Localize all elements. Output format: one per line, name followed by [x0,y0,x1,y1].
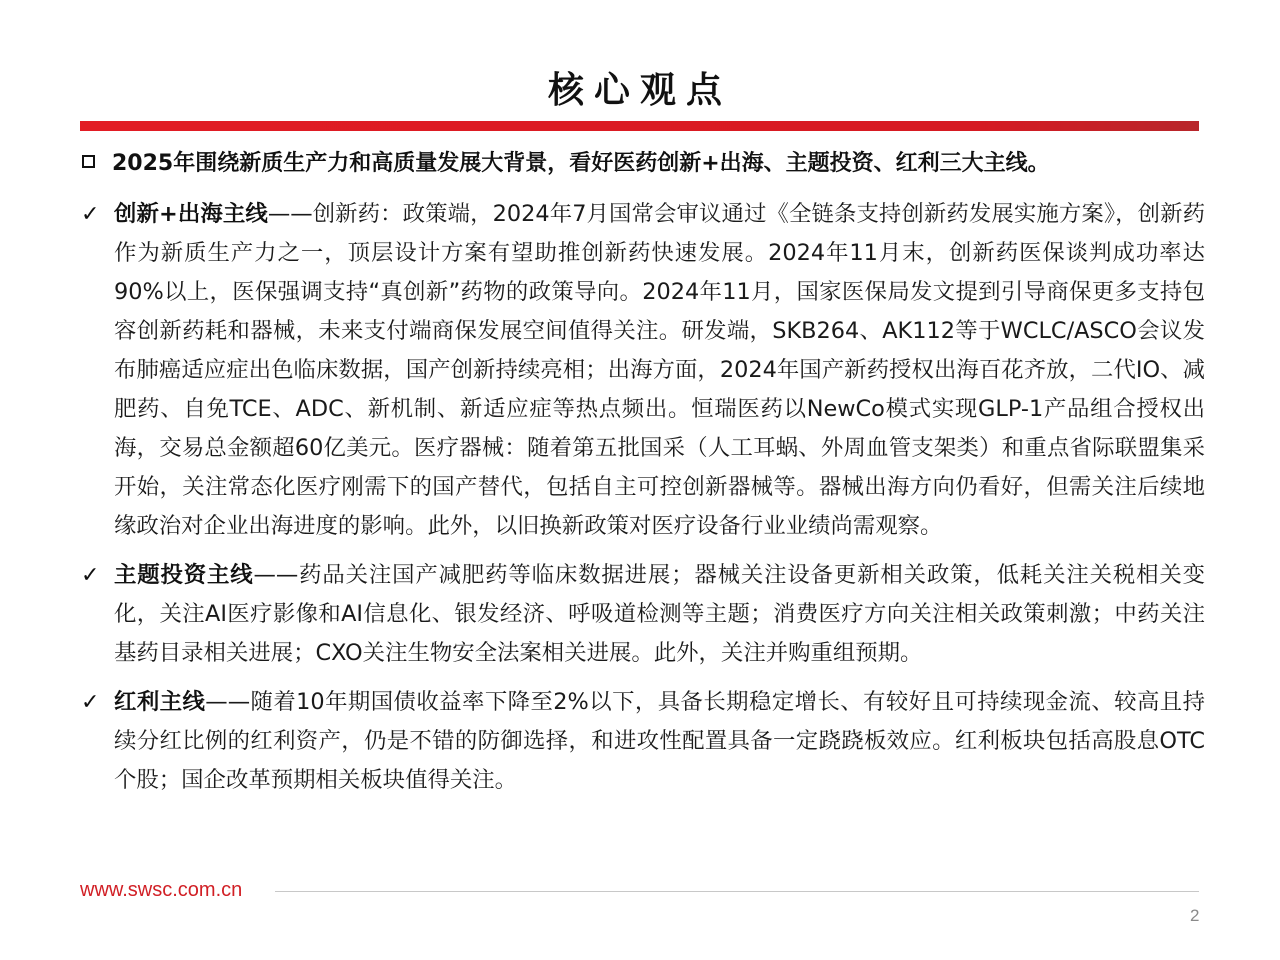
point-body [114,556,1205,673]
headline-text: 2025年围绕新质生产力和高质量发展大背景，看好医药创新+出海、主题投资、红利三大主线。 [112,151,1050,176]
slide-content [80,145,1205,810]
point-dividend [80,683,1205,800]
footer-url-link[interactable]: www.swsc.com.cn [80,879,243,901]
checkmark-icon: ✓ [81,690,100,715]
point-text: ——随着10年期国债收益率下降至2%以下，具备长期稳定增长、有较好且可持续现金流、较高且持续分红比例的红利资产，仍是不错的防御选择，和进攻性配置具备一定跷跷板效应。红利板块包括高股息OTC个股；国企改革预期相关板块值得关注。 [114,689,1206,793]
point-title: 创新+出海主线 [114,201,268,227]
point-innovation [80,195,1205,546]
headline-row [80,145,1205,183]
checkmark-icon: ✓ [81,202,100,227]
point-body [114,683,1205,800]
footer-divider [275,891,1199,892]
square-bullet-icon [82,155,95,168]
point-body [114,195,1205,546]
point-text: ——创新药：政策端，2024年7月国常会审议通过《全链条支持创新药发展实施方案》，创新药作为新质生产力之一，顶层设计方案有望助推创新药快速发展。2024年11月末，创新药医保谈判成功率达90%以上，医保强调支持“真创新”药物的政策导向。2024年11月，国家医保局发文提到引导商保更多支持包容创新药耗和器械，未来支付端商保发展空间值得关注。研发端，SKB264、AK112等于WCLC/ASCO会议发布肺癌适应症出色临床数据，国产创新持续亮相；出海方面，2024年国产新药授权出海百花齐放，二代IO、减肥药、自免TCE、ADC、新机制、新适应症等热点频出。恒瑞医药以NewCo模式实现GLP-1产品组合授权出海，交易总金额超60亿美元。医疗器械：随着第五批国采（人工耳蜗、外周血管支架类）和重点省际联盟集采开始，关注常态化医疗刚需下的国产替代，包括自主可控创新器械等。器械出海方向仍看好，但需关注后续地缘政治对企业出海进度的影响。此外，以旧换新政策对医疗设备行业业绩尚需观察。 [114,201,1205,539]
point-theme-investment [80,556,1205,673]
point-text: ——药品关注国产减肥药等临床数据进展；器械关注设备更新相关政策，低耗关注关税相关变化，关注AI医疗影像和AI信息化、银发经济、呼吸道检测等主题；消费医疗方向关注相关政策刺激；中药关注基药目录相关进展；CXO关注生物安全法案相关进展。此外，关注并购重组预期。 [114,562,1206,666]
page-number: 2 [1190,906,1200,925]
point-title: 红利主线 [114,689,206,715]
checkmark-icon: ✓ [81,563,100,588]
point-title: 主题投资主线 [114,562,254,588]
page-title: 核心观点 [547,70,732,111]
title-underline-bar [80,121,1199,131]
